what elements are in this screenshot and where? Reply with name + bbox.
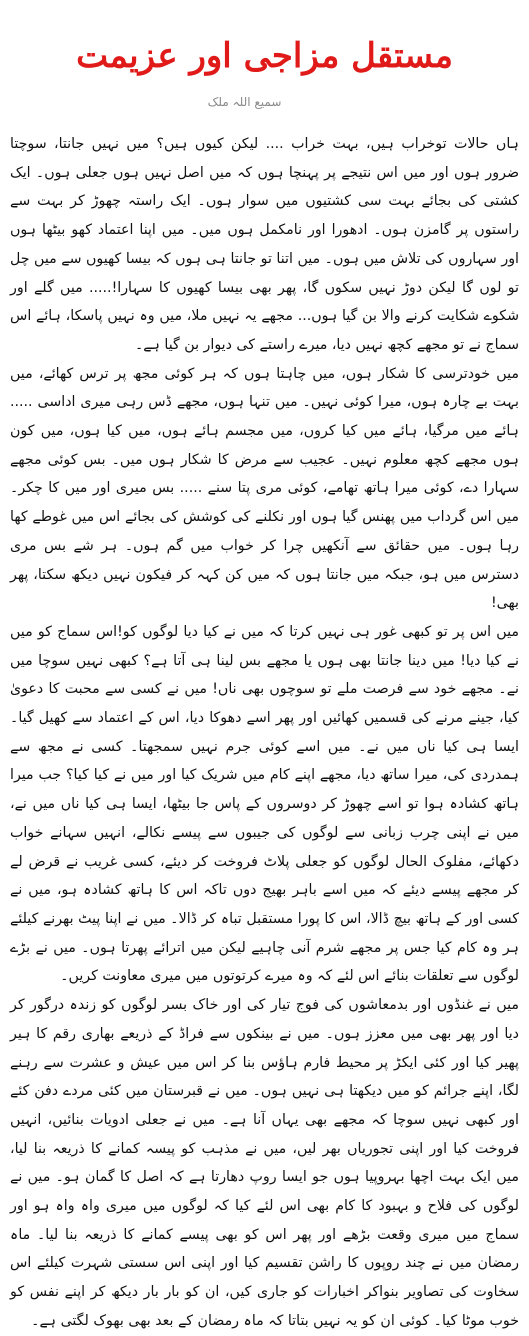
paragraph-3: میں اس پر تو کبھی غور ہی نہیں کرتا کہ میں نے کیا دیا لوگوں کو!اس سماج کو میں نے کیا دیا! میں دینا جانتا بھی ہوں یا مجھے بس لینا ہی آتا ہے؟ کبھی نہیں سوچا میں نے۔ مجھے خود سے فرصت ملے تو سوچوں بھی ناں! میں نے کسی سے محبت کا دعویٰ کیا، جینے مرنے کی قسمیں کھائیں اور پھر اسے دھوکا دیا، اس کے اعتماد سے کھیل گیا۔ ایسا ہی کیا ناں میں نے۔ میں اسے کوئی جرم نہیں سمجھتا۔ کسی نے مجھ سے ہمدردی کی، میرا ساتھ دیا، مجھے اپنے کام میں شریک کیا اور میں نے کیا کیا؟ جب میرا ہاتھ کشادہ ہوا تو اسے چھوڑ کر دوسروں کے پاس جا بیٹھا، ایسا ہی کیا ناں میں نے، میں نے اپنی چرب زبانی سے لوگوں کی جیبوں سے پیسے نکالے، انہیں سہانے خواب دکھائے، مفلوک الحال لوگوں کو جعلی پلاٹ فروخت کر دیئے، کسی غریب نے قرض لے کر مجھے پیسے دیئے کہ میں اسے باہر بھیج دوں تاکہ اس کا ہاتھ کشادہ ہو، میں نے کسی اور کے ہاتھ بیچ ڈالا، اس کا پورا مستقبل تباہ کر ڈالا۔ میں نے اپنا پیٹ بھرنے کیلئے ہر وہ کام کیا جس پر مجھے شرم آنی چاہیے لیکن میں اترائے پھرتا ہوں۔ میں نے بڑے لوگوں سے تعلقات بنائے اس لئے کہ وہ میرے کرتوتوں میں میری معاونت کریں۔	[10, 623, 519, 985]
author-byline: سمیع اللہ ملک	[207, 95, 282, 109]
paragraph-4: میں نے غنڈوں اور بدمعاشوں کی فوج تیار کی اور خاک بسر لوگوں کو زندہ درگور کر دیا اور پھر بھی میں معزز ہوں۔ میں نے بینکوں سے فراڈ کے ذریعے بھاری رقم کا ہیر پھیر کیا اور کئی ایکڑ پر محیط فارم ہاؤس بنا کر اس میں عیش و عشرت سے رہنے لگا، اپنے جرائم کو میں دیکھتا ہی نہیں ہوں۔ میں نے قبرستان میں کئی مردے دفن کئے اور کبھی نہیں سوچا کہ مجھے بھی یہاں آنا ہے۔ میں نے جعلی ادویات بنائیں، انہیں فروخت کیا اور اپنی تجوریاں بھر لیں، میں نے مذہب کو پیسہ کمانے کا ذریعہ بنا لیا، میں ایک بہت اچھا بہروپیا ہوں جو ایسا روپ دھارتا ہے کہ اصل کا گمان ہو۔ میں نے لوگوں کی فلاح و بہبود کا کام بھی اس لئے کیا کہ لوگوں میں میری واہ واہ ہو اور سماج میں میری وقعت بڑھے اور پھر اس کو بھی پیسے کمانے کا ذریعہ بنا لیا۔ ماہ رمضان میں نے چند روپوں کا راشن تقسیم کیا اور اپنی اس سستی شہرت کیلئے اس سخاوت کی تصاویر بنواکر اخبارات کو جاری کیں، ان کو بار بار دیکھ کر اپنے نفس کو خوب موٹا کیا۔ کوئی ان کو یہ نہیں بتاتا کہ ماہ رمضان کے بعد بھی بھوک لگتی ہے۔	[10, 997, 519, 1329]
paragraph-2: میں خودترسی کا شکار ہوں، میں چاہتا ہوں کہ ہر کوئی مجھ پر ترس کھائے، میں بہت بے چارہ ہوں، میرا کوئی نہیں۔ میں تنہا ہوں، مجھے ڈس رہی میری اداسی ..... ہائے میں مرگیا، ہائے میں کیا کروں، میں مجسم ہائے ہوں، میں کیا ہوں، میں کون ہوں مجھے کچھ معلوم نہیں۔ عجیب سے مرض کا شکار ہوں میں۔ بس کوئی مجھے سہارا دے، کوئی میرا ہاتھ تھامے، کوئی مری پتا سنے ..... بس میری اور میں کا چکر۔ میں اس گرداب میں پھنس گیا ہوں اور نکلنے کی کوشش کی بجائے اس میں غوطے کھا رہا ہوں۔ میں حقائق سے آنکھیں چرا کر خواب میں گم ہوں۔ ہر شے بس مری دسترس میں ہو، جبکہ میں جانتا ہوں کہ میں کن کہہ کر فیکون نہیں دیکھ سکتا، پھر بھی!	[10, 365, 519, 612]
article-title: مستقل مزاجی اور عزیمت	[76, 36, 453, 76]
paragraph-1: ہاں حالات توخراب ہیں، بہت خراب .... لیکن کیوں ہیں؟ میں نہیں جانتا، سوچتا ضرور ہوں اور میں اس نتیجے پر پہنچا ہوں کہ میں اصل نہیں ہوں جعلی ہوں۔ ایک کشتی کی بجائے بہت سی کشتیوں میں سوار ہوں۔ ایک راستہ چھوڑ کر بہت سے راستوں پر گامزن ہوں۔ ادھورا اور نامکمل ہوں میں۔ میں اپنا اعتماد کھو بیٹھا ہوں اور سہاروں کی تلاش میں ہوں۔ میں اتنا تو جانتا ہی ہوں کہ بیسا کھیوں سے میں چل تو لوں گا لیکن دوڑ نہیں سکوں گا، پھر بھی بیسا کھیوں کا سہارا!..... میں گلے اور شکوے شکایت کرنے والا بن گیا ہوں... مجھے یہ نہیں ملا، میں وہ نہیں پاسکا، ہائے اس سماج نے تو مجھے کچھ نہیں دیا، میرے راستے کی دیوار بن گیا ہے۔	[10, 136, 519, 353]
article-body	[10, 130, 519, 1329]
